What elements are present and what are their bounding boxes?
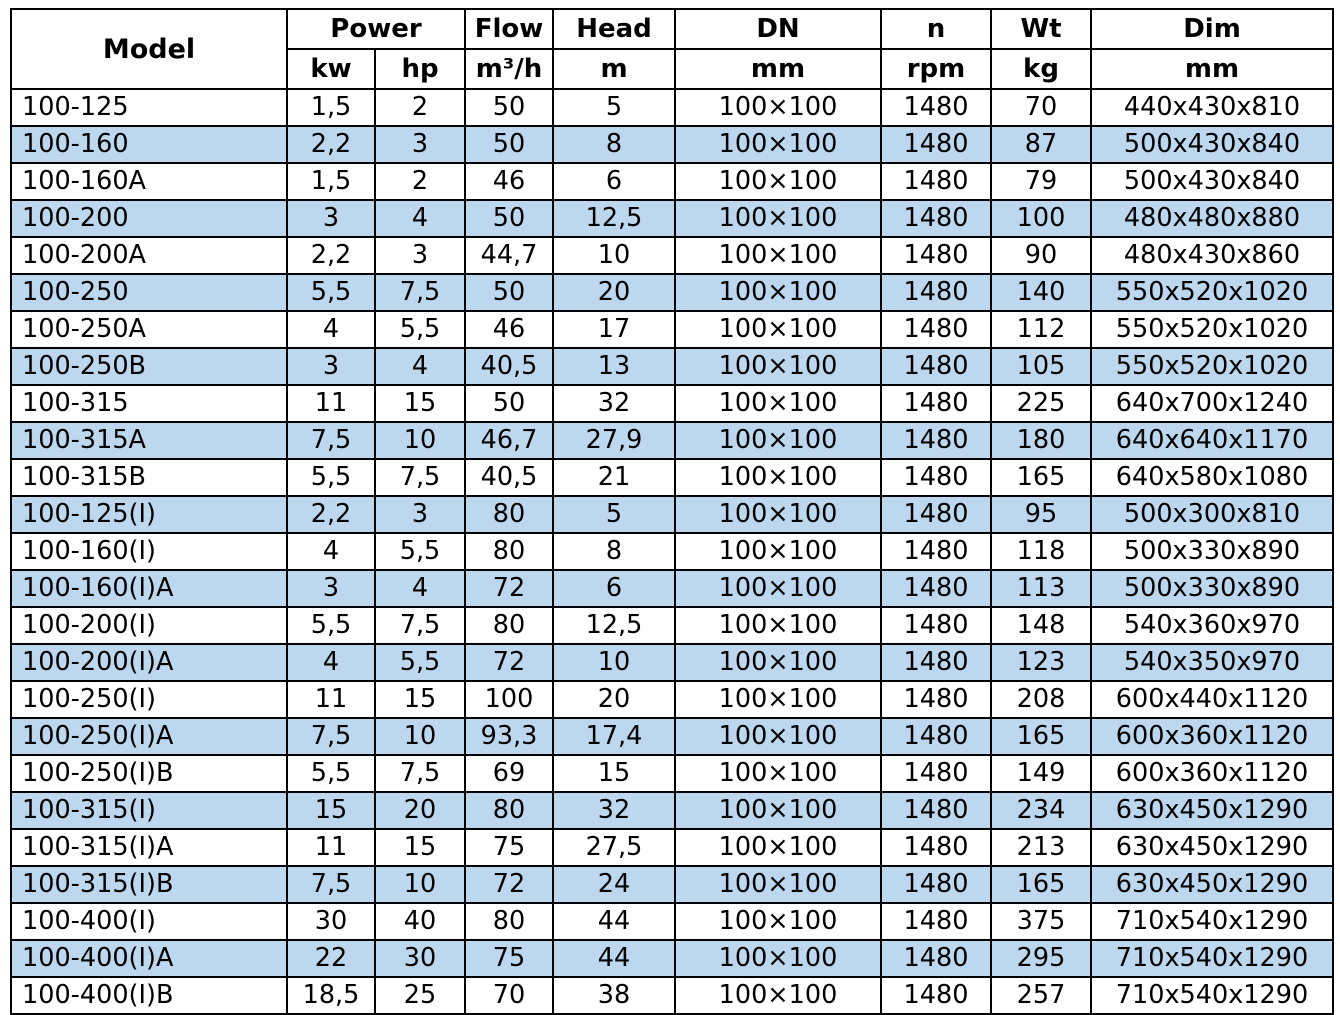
- cell-value: 550x520x1020: [1091, 348, 1333, 385]
- cell-value: 1480: [881, 681, 991, 718]
- cell-value: 500x430x840: [1091, 163, 1333, 200]
- cell-value: 4: [287, 533, 375, 570]
- cell-model: 100-315A: [11, 422, 287, 459]
- cell-value: 50: [465, 126, 553, 163]
- table-body: [11, 89, 1333, 1014]
- cell-value: 27,9: [553, 422, 675, 459]
- cell-value: 12,5: [553, 200, 675, 237]
- cell-value: 3: [375, 126, 465, 163]
- cell-value: 1480: [881, 496, 991, 533]
- cell-value: 5: [553, 496, 675, 533]
- cell-value: 5,5: [287, 274, 375, 311]
- cell-value: 295: [991, 940, 1091, 977]
- cell-value: 20: [553, 681, 675, 718]
- cell-value: 1480: [881, 311, 991, 348]
- table-row: [11, 311, 1333, 348]
- cell-model: 100-315B: [11, 459, 287, 496]
- cell-value: 100×100: [675, 89, 881, 126]
- cell-value: 640x700x1240: [1091, 385, 1333, 422]
- column-header-power: Power: [287, 9, 465, 49]
- cell-value: 1480: [881, 903, 991, 940]
- cell-value: 5,5: [287, 607, 375, 644]
- cell-value: 1480: [881, 533, 991, 570]
- cell-value: 100: [991, 200, 1091, 237]
- cell-value: 213: [991, 829, 1091, 866]
- cell-value: 5,5: [287, 459, 375, 496]
- table-row: [11, 422, 1333, 459]
- cell-value: 225: [991, 385, 1091, 422]
- cell-value: 22: [287, 940, 375, 977]
- cell-value: 15: [375, 829, 465, 866]
- table-row: [11, 718, 1333, 755]
- cell-value: 600x360x1120: [1091, 718, 1333, 755]
- cell-value: 100×100: [675, 200, 881, 237]
- table-row: [11, 385, 1333, 422]
- cell-value: 4: [375, 348, 465, 385]
- cell-value: 10: [553, 644, 675, 681]
- pump-spec-table: [10, 8, 1334, 1015]
- cell-value: 1480: [881, 866, 991, 903]
- table-row: [11, 496, 1333, 533]
- cell-value: 80: [465, 903, 553, 940]
- cell-value: 1480: [881, 644, 991, 681]
- cell-value: 50: [465, 274, 553, 311]
- cell-value: 100×100: [675, 274, 881, 311]
- cell-value: 3: [287, 570, 375, 607]
- cell-value: 12,5: [553, 607, 675, 644]
- cell-value: 70: [991, 89, 1091, 126]
- cell-value: 540x350x970: [1091, 644, 1333, 681]
- cell-value: 1480: [881, 126, 991, 163]
- cell-model: 100-400(I)A: [11, 940, 287, 977]
- cell-value: 46: [465, 311, 553, 348]
- cell-value: 18,5: [287, 977, 375, 1014]
- cell-value: 10: [375, 866, 465, 903]
- cell-value: 630x450x1290: [1091, 829, 1333, 866]
- cell-value: 100×100: [675, 385, 881, 422]
- cell-value: 100×100: [675, 496, 881, 533]
- unit-header-flow: m³/h: [465, 49, 553, 89]
- cell-value: 113: [991, 570, 1091, 607]
- table-row: [11, 570, 1333, 607]
- cell-value: 87: [991, 126, 1091, 163]
- cell-value: 100×100: [675, 126, 881, 163]
- cell-value: 640x640x1170: [1091, 422, 1333, 459]
- cell-value: 600x360x1120: [1091, 755, 1333, 792]
- cell-value: 7,5: [287, 422, 375, 459]
- cell-value: 2: [375, 163, 465, 200]
- column-header-n: n: [881, 9, 991, 49]
- cell-value: 100×100: [675, 422, 881, 459]
- cell-value: 40,5: [465, 348, 553, 385]
- cell-value: 15: [287, 792, 375, 829]
- cell-value: 7,5: [375, 607, 465, 644]
- cell-model: 100-400(I): [11, 903, 287, 940]
- cell-value: 44: [553, 940, 675, 977]
- unit-header-hp: hp: [375, 49, 465, 89]
- table-row: [11, 755, 1333, 792]
- cell-value: 100×100: [675, 940, 881, 977]
- cell-value: 10: [375, 422, 465, 459]
- cell-value: 80: [465, 496, 553, 533]
- cell-value: 50: [465, 200, 553, 237]
- cell-value: 15: [375, 681, 465, 718]
- column-header-head: Head: [553, 9, 675, 49]
- table-row: [11, 126, 1333, 163]
- cell-value: 25: [375, 977, 465, 1014]
- cell-value: 21: [553, 459, 675, 496]
- cell-model: 100-315(I)A: [11, 829, 287, 866]
- cell-model: 100-160(I): [11, 533, 287, 570]
- cell-value: 100×100: [675, 755, 881, 792]
- cell-value: 1480: [881, 89, 991, 126]
- cell-value: 7,5: [375, 459, 465, 496]
- unit-header-dn: mm: [675, 49, 881, 89]
- cell-value: 100×100: [675, 718, 881, 755]
- cell-model: 100-315(I)B: [11, 866, 287, 903]
- table-row: [11, 829, 1333, 866]
- cell-value: 100×100: [675, 866, 881, 903]
- cell-value: 1480: [881, 459, 991, 496]
- cell-value: 17: [553, 311, 675, 348]
- cell-value: 1480: [881, 718, 991, 755]
- cell-value: 600x440x1120: [1091, 681, 1333, 718]
- cell-value: 1480: [881, 570, 991, 607]
- cell-model: 100-250A: [11, 311, 287, 348]
- cell-value: 1480: [881, 422, 991, 459]
- cell-value: 2,2: [287, 496, 375, 533]
- cell-value: 44: [553, 903, 675, 940]
- cell-value: 24: [553, 866, 675, 903]
- table-row: [11, 607, 1333, 644]
- cell-value: 5,5: [375, 644, 465, 681]
- cell-value: 100×100: [675, 829, 881, 866]
- column-header-dn: DN: [675, 9, 881, 49]
- table-row: [11, 274, 1333, 311]
- cell-value: 44,7: [465, 237, 553, 274]
- cell-value: 46: [465, 163, 553, 200]
- cell-value: 5,5: [287, 755, 375, 792]
- cell-value: 149: [991, 755, 1091, 792]
- table-header: [11, 9, 1333, 89]
- cell-value: 50: [465, 89, 553, 126]
- cell-model: 100-125: [11, 89, 287, 126]
- cell-value: 72: [465, 644, 553, 681]
- cell-value: 69: [465, 755, 553, 792]
- cell-value: 100×100: [675, 681, 881, 718]
- table-row: [11, 200, 1333, 237]
- cell-value: 93,3: [465, 718, 553, 755]
- cell-value: 540x360x970: [1091, 607, 1333, 644]
- cell-value: 100×100: [675, 903, 881, 940]
- cell-value: 5: [553, 89, 675, 126]
- cell-value: 20: [553, 274, 675, 311]
- table-row: [11, 459, 1333, 496]
- cell-value: 2,2: [287, 237, 375, 274]
- cell-value: 257: [991, 977, 1091, 1014]
- cell-value: 480x430x860: [1091, 237, 1333, 274]
- cell-value: 2: [375, 89, 465, 126]
- cell-value: 118: [991, 533, 1091, 570]
- cell-model: 100-200(I): [11, 607, 287, 644]
- cell-model: 100-200(I)A: [11, 644, 287, 681]
- cell-model: 100-315(I): [11, 792, 287, 829]
- cell-value: 40,5: [465, 459, 553, 496]
- cell-value: 500x330x890: [1091, 570, 1333, 607]
- cell-value: 38: [553, 977, 675, 1014]
- cell-value: 640x580x1080: [1091, 459, 1333, 496]
- cell-value: 550x520x1020: [1091, 311, 1333, 348]
- column-header-flow: Flow: [465, 9, 553, 49]
- cell-value: 3: [287, 348, 375, 385]
- cell-model: 100-200: [11, 200, 287, 237]
- cell-value: 1480: [881, 755, 991, 792]
- cell-value: 79: [991, 163, 1091, 200]
- cell-value: 630x450x1290: [1091, 792, 1333, 829]
- table-row: [11, 237, 1333, 274]
- cell-value: 100×100: [675, 163, 881, 200]
- cell-value: 3: [375, 496, 465, 533]
- cell-value: 100×100: [675, 977, 881, 1014]
- cell-value: 234: [991, 792, 1091, 829]
- cell-value: 80: [465, 607, 553, 644]
- cell-model: 100-250: [11, 274, 287, 311]
- cell-value: 710x540x1290: [1091, 903, 1333, 940]
- cell-value: 75: [465, 940, 553, 977]
- cell-value: 90: [991, 237, 1091, 274]
- cell-value: 100×100: [675, 570, 881, 607]
- cell-value: 375: [991, 903, 1091, 940]
- cell-value: 100×100: [675, 607, 881, 644]
- cell-value: 165: [991, 718, 1091, 755]
- column-header-dim: Dim: [1091, 9, 1333, 49]
- cell-value: 1,5: [287, 163, 375, 200]
- cell-value: 3: [287, 200, 375, 237]
- cell-value: 100×100: [675, 644, 881, 681]
- cell-model: 100-250(I)B: [11, 755, 287, 792]
- cell-model: 100-200A: [11, 237, 287, 274]
- cell-value: 5,5: [375, 311, 465, 348]
- cell-value: 11: [287, 681, 375, 718]
- table-row: [11, 792, 1333, 829]
- unit-header-head: m: [553, 49, 675, 89]
- cell-model: 100-160(I)A: [11, 570, 287, 607]
- cell-value: 1480: [881, 274, 991, 311]
- cell-model: 100-400(I)B: [11, 977, 287, 1014]
- cell-value: 100×100: [675, 459, 881, 496]
- cell-value: 100: [465, 681, 553, 718]
- cell-model: 100-125(I): [11, 496, 287, 533]
- table-row: [11, 866, 1333, 903]
- cell-value: 480x480x880: [1091, 200, 1333, 237]
- cell-model: 100-315: [11, 385, 287, 422]
- cell-model: 100-160: [11, 126, 287, 163]
- cell-value: 440x430x810: [1091, 89, 1333, 126]
- cell-value: 70: [465, 977, 553, 1014]
- cell-value: 40: [375, 903, 465, 940]
- table-row: [11, 163, 1333, 200]
- column-header-wt: Wt: [991, 9, 1091, 49]
- cell-value: 710x540x1290: [1091, 977, 1333, 1014]
- cell-value: 6: [553, 570, 675, 607]
- cell-value: 7,5: [287, 718, 375, 755]
- cell-value: 4: [287, 644, 375, 681]
- cell-value: 105: [991, 348, 1091, 385]
- cell-value: 100×100: [675, 237, 881, 274]
- cell-value: 1,5: [287, 89, 375, 126]
- cell-value: 72: [465, 570, 553, 607]
- cell-value: 32: [553, 385, 675, 422]
- cell-value: 17,4: [553, 718, 675, 755]
- cell-value: 165: [991, 459, 1091, 496]
- cell-value: 80: [465, 533, 553, 570]
- cell-value: 1480: [881, 237, 991, 274]
- cell-value: 46,7: [465, 422, 553, 459]
- cell-value: 75: [465, 829, 553, 866]
- header-group-row: [11, 9, 1333, 49]
- cell-value: 7,5: [287, 866, 375, 903]
- cell-value: 13: [553, 348, 675, 385]
- cell-value: 4: [287, 311, 375, 348]
- cell-value: 2,2: [287, 126, 375, 163]
- cell-model: 100-250B: [11, 348, 287, 385]
- cell-value: 72: [465, 866, 553, 903]
- table-row: [11, 681, 1333, 718]
- cell-value: 500x430x840: [1091, 126, 1333, 163]
- cell-value: 4: [375, 570, 465, 607]
- cell-value: 11: [287, 385, 375, 422]
- cell-value: 148: [991, 607, 1091, 644]
- cell-value: 1480: [881, 977, 991, 1014]
- cell-value: 30: [375, 940, 465, 977]
- cell-value: 208: [991, 681, 1091, 718]
- cell-value: 550x520x1020: [1091, 274, 1333, 311]
- cell-value: 5,5: [375, 533, 465, 570]
- cell-value: 27,5: [553, 829, 675, 866]
- cell-value: 4: [375, 200, 465, 237]
- cell-model: 100-250(I)A: [11, 718, 287, 755]
- cell-value: 112: [991, 311, 1091, 348]
- cell-value: 30: [287, 903, 375, 940]
- unit-header-n: rpm: [881, 49, 991, 89]
- cell-value: 1480: [881, 829, 991, 866]
- table-row: [11, 348, 1333, 385]
- cell-value: 100×100: [675, 348, 881, 385]
- cell-value: 1480: [881, 607, 991, 644]
- cell-value: 10: [375, 718, 465, 755]
- unit-header-wt: kg: [991, 49, 1091, 89]
- cell-value: 630x450x1290: [1091, 866, 1333, 903]
- column-header-model: Model: [11, 9, 287, 89]
- cell-model: 100-160A: [11, 163, 287, 200]
- table-row: [11, 940, 1333, 977]
- cell-value: 1480: [881, 792, 991, 829]
- cell-value: 500x330x890: [1091, 533, 1333, 570]
- cell-value: 15: [553, 755, 675, 792]
- cell-value: 1480: [881, 163, 991, 200]
- cell-value: 100×100: [675, 792, 881, 829]
- cell-value: 15: [375, 385, 465, 422]
- table-row: [11, 903, 1333, 940]
- cell-value: 1480: [881, 200, 991, 237]
- cell-value: 10: [553, 237, 675, 274]
- cell-value: 95: [991, 496, 1091, 533]
- table-row: [11, 977, 1333, 1014]
- table-row: [11, 533, 1333, 570]
- cell-value: 123: [991, 644, 1091, 681]
- cell-value: 6: [553, 163, 675, 200]
- cell-value: 180: [991, 422, 1091, 459]
- cell-value: 7,5: [375, 755, 465, 792]
- cell-value: 8: [553, 126, 675, 163]
- cell-value: 32: [553, 792, 675, 829]
- cell-value: 1480: [881, 940, 991, 977]
- cell-model: 100-250(I): [11, 681, 287, 718]
- cell-value: 8: [553, 533, 675, 570]
- cell-value: 3: [375, 237, 465, 274]
- cell-value: 80: [465, 792, 553, 829]
- unit-header-kw: kw: [287, 49, 375, 89]
- table-row: [11, 89, 1333, 126]
- cell-value: 1480: [881, 385, 991, 422]
- cell-value: 100×100: [675, 311, 881, 348]
- cell-value: 710x540x1290: [1091, 940, 1333, 977]
- unit-header-dim: mm: [1091, 49, 1333, 89]
- cell-value: 11: [287, 829, 375, 866]
- cell-value: 50: [465, 385, 553, 422]
- cell-value: 20: [375, 792, 465, 829]
- cell-value: 1480: [881, 348, 991, 385]
- table-row: [11, 644, 1333, 681]
- cell-value: 165: [991, 866, 1091, 903]
- cell-value: 100×100: [675, 533, 881, 570]
- cell-value: 500x300x810: [1091, 496, 1333, 533]
- cell-value: 140: [991, 274, 1091, 311]
- cell-value: 7,5: [375, 274, 465, 311]
